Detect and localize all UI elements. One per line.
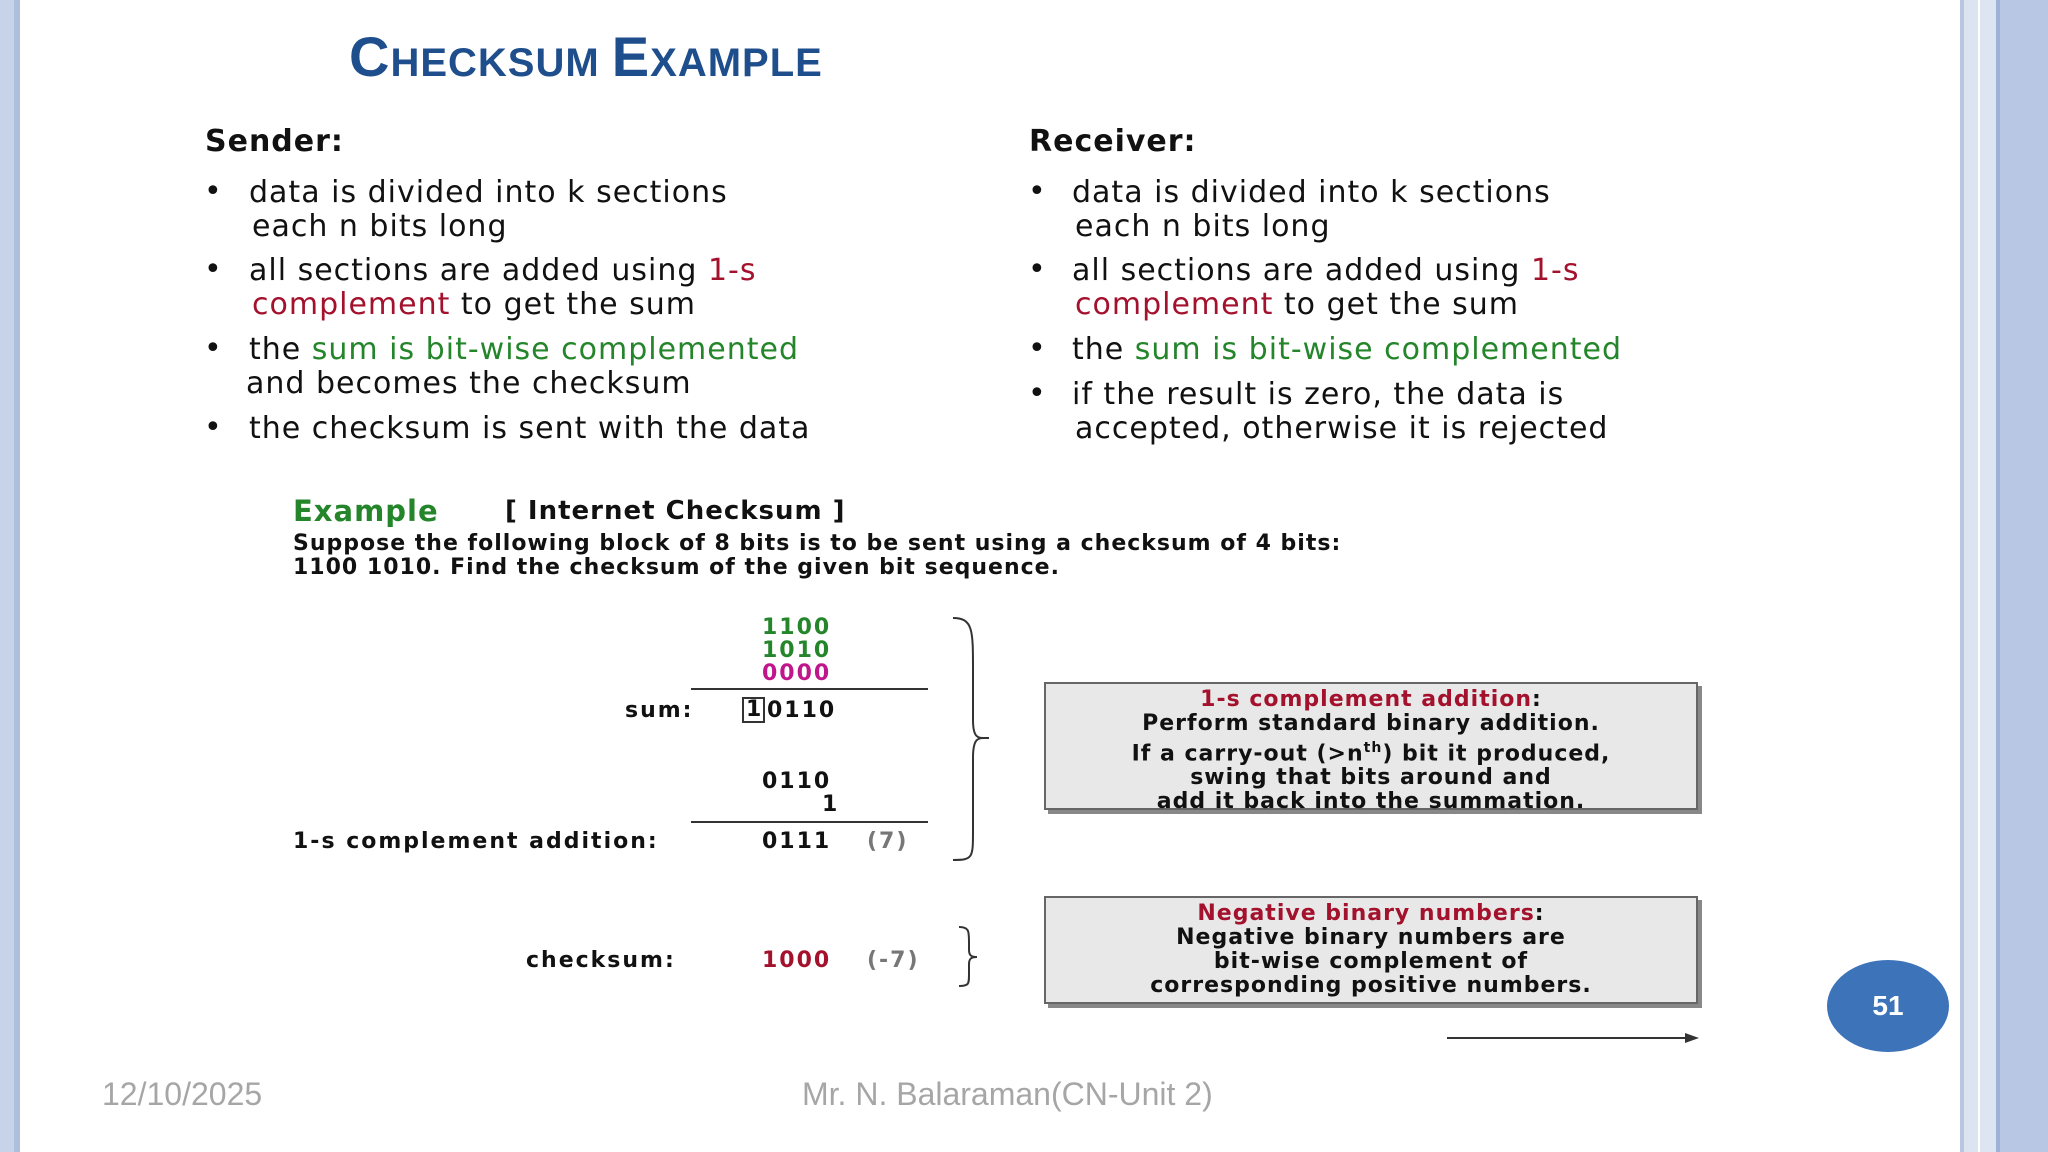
box1-line-3: swing that bits around and <box>1190 765 1552 791</box>
box2-title: Negative binary numbers <box>1197 901 1535 926</box>
sender-header: Sender: <box>205 124 344 159</box>
box2-line-3: corresponding positive numbers. <box>1150 973 1592 998</box>
sum-value: 0110 <box>767 698 837 723</box>
addend-carry: 1 <box>822 792 840 817</box>
box1-title: 1-s complement addition <box>1200 687 1533 712</box>
bullet-dot: • <box>204 410 222 445</box>
sender-bullet-3-line-2: and becomes the checksum <box>246 366 692 401</box>
box1-line-4: add it back into the summation. <box>1156 789 1586 815</box>
receiver-bullet-1-line-2: each n bits long <box>1075 209 1331 244</box>
receiver-bullet-4-line-1: if the result is zero, the data is <box>1072 377 1565 412</box>
data-word-2: 1010 <box>762 638 832 663</box>
brace-graphics <box>945 610 1005 1000</box>
example-bracket-title: [ Internet Checksum ] <box>505 496 846 526</box>
sum-rule-line <box>691 688 928 690</box>
bullet-dot: • <box>204 331 222 366</box>
right-border-band <box>1980 0 1996 1152</box>
receiver-bullet-1-line-1: data is divided into k sections <box>1072 175 1551 210</box>
left-border <box>0 0 14 1152</box>
receiver-bullet-4-line-2: accepted, otherwise it is rejected <box>1075 411 1609 446</box>
box2-line-2: bit-wise complement of <box>1213 949 1529 974</box>
footer-author: Mr. N. Balaraman(CN-Unit 2) <box>802 1076 1213 1112</box>
small-right-brace <box>959 927 977 986</box>
sender-bullet-3-line-1: the sum is bit-wise complemented <box>249 332 800 367</box>
receiver-bullet-2-line-2: complement to get the sum <box>1075 287 1519 322</box>
right-border-band <box>1964 0 1978 1152</box>
sender-bullet-2-line-1: all sections are added using 1-s <box>249 253 757 288</box>
negative-binary-note-box: Negative binary numbers: Negative binary numbers are bit-wise complement of corresponding positive numbers. <box>1044 896 1698 1004</box>
ones-complement-decimal: (7) <box>867 829 909 854</box>
page-number-badge: 51 <box>1827 960 1949 1052</box>
bullet-dot: • <box>1028 252 1046 287</box>
ones-complement-note-box: 1-s complement addition: Perform standard binary addition. If a carry-out $(>n^{th})$ bit it produced, swing that bits around and add it back into the summation. <box>1044 682 1698 810</box>
sum-label: sum: <box>625 698 694 723</box>
example-line-2: 1100 1010. Find the checksum of the given bit sequence. <box>293 555 1060 580</box>
box1-line-1: Perform standard binary addition. <box>1142 711 1600 736</box>
sender-bullet-1-line-2: each n bits long <box>252 209 508 244</box>
data-word-1: 1100 <box>762 615 832 640</box>
bullet-dot: • <box>204 174 222 209</box>
box2-line-1: Negative binary numbers are <box>1176 925 1566 950</box>
addend-1: 0110 <box>762 769 832 794</box>
receiver-bullet-2-line-1: all sections are added using 1-s <box>1072 253 1580 288</box>
sender-bullet-1-line-1: data is divided into k sections <box>249 175 728 210</box>
data-word-3: 0000 <box>762 661 832 686</box>
carry-box: 1 <box>742 697 765 723</box>
checksum-value: 1000 <box>762 948 832 973</box>
sender-bullet-4-line-1: the checksum is sent with the data <box>249 411 811 446</box>
slide-title: CHECKSUM EXAMPLE <box>349 25 823 88</box>
bullet-dot: • <box>1028 331 1046 366</box>
ones-complement-value: 0111 <box>762 829 832 854</box>
example-line-1: Suppose the following block of 8 bits is to be sent using a checksum of 4 bits: <box>293 531 1342 556</box>
box1-line-2: If a carry-out $(>n^{th})$ bit it produced, <box>1131 740 1611 767</box>
checksum-label: checksum: <box>526 948 676 973</box>
bullet-dot: • <box>1028 376 1046 411</box>
checksum-decimal: (-7) <box>867 948 920 973</box>
example-label: Example <box>293 494 439 528</box>
ones-rule-line <box>691 821 928 823</box>
sender-bullet-2-line-2: complement to get the sum <box>252 287 696 322</box>
arrow-graphic <box>1445 1030 1705 1046</box>
arrow-head <box>1685 1033 1699 1043</box>
receiver-header: Receiver: <box>1029 124 1197 159</box>
footer-date: 12/10/2025 <box>102 1076 263 1112</box>
right-border-band <box>2000 0 2048 1152</box>
large-right-brace <box>953 618 989 860</box>
left-border-inner <box>14 0 20 1152</box>
bullet-dot: • <box>1028 174 1046 209</box>
receiver-bullet-3-line-1: the sum is bit-wise complemented <box>1072 332 1623 367</box>
ones-complement-label: 1-s complement addition: <box>293 829 659 854</box>
bullet-dot: • <box>204 252 222 287</box>
